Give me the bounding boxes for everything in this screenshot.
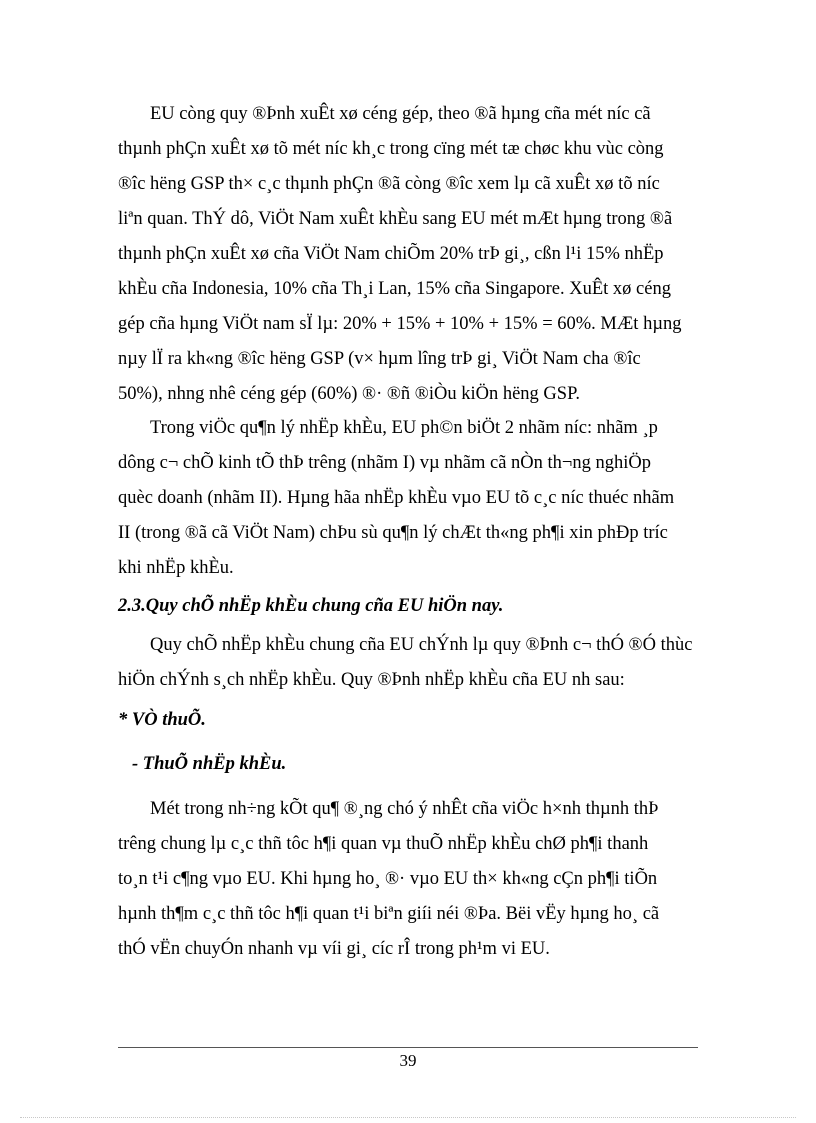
body-text-line: quèc doanh (nhãm II). Hµng hãa nhËp khÈu vµo EU tõ c¸c níc thuéc nhãm	[118, 488, 675, 508]
body-text-line: gép cña hµng ViÖt nam sÏ lµ: 20% + 15% + 10% + 15% = 60%. MÆt hµng	[118, 314, 682, 334]
body-text-line: EU còng quy ®Þnh xuÊt xø céng gép, theo ®ã hµng cña mét níc cã	[150, 104, 651, 124]
subsection-heading: - ThuÕ nhËp khÈu.	[132, 754, 287, 774]
body-text-line: Mét trong nh÷ng kÕt qu¶ ®¸ng chó ý nhÊt cña viÖc h×nh thµnh thÞ	[150, 799, 659, 819]
body-text-line: thµnh phÇn xuÊt xø tõ mét níc kh¸c trong cïng mét tæ chøc khu vùc còng	[118, 139, 664, 159]
body-text-line: hiÖn chÝnh s¸ch nhËp khÈu. Quy ®Þnh nhËp khÈu cña EU nh sau:	[118, 670, 625, 690]
page-number: 39	[399, 1051, 417, 1070]
body-text-line: trêng chung lµ c¸c thñ tôc h¶i quan vµ thuÕ nhËp khÈu chØ ph¶i thanh	[118, 834, 649, 854]
body-text-line: Quy chÕ nhËp khÈu chung cña EU chÝnh lµ quy ®Þnh c¬ thÓ ®Ó thùc	[150, 635, 693, 655]
body-text-line: ®îc hëng GSP th× c¸c thµnh phÇn ®ã còng ®îc xem lµ cã xuÊt xø tõ níc	[118, 174, 660, 194]
body-text-line: khÈu cña Indonesia, 10% cña Th¸i Lan, 15% cña Singapore. XuÊt xø céng	[118, 279, 671, 299]
page-bottom-border	[20, 1117, 796, 1118]
footer-divider	[118, 1047, 698, 1048]
body-text-line: hµnh th¶m c¸c thñ tôc h¶i quan t¹i biªn giíi néi ®Þa. Bëi vËy hµng ho¸ cã	[118, 904, 660, 924]
section-heading: 2.3.Quy chÕ nhËp khÈu chung cña EU hiÖn nay.	[118, 596, 504, 616]
subsection-heading: * VÒ thuÕ.	[118, 710, 206, 730]
body-text-line: Trong viÖc qu¶n lý nhËp khÈu, EU ph©n biÖt 2 nhãm níc: nhãm ¸p	[150, 418, 658, 438]
body-text-line: 50%), nhng nhê céng gép (60%) ®· ®ñ ®iÒu kiÖn hëng GSP.	[118, 384, 580, 404]
body-text-line: thÓ vËn chuyÓn nhanh vµ víi gi¸ cíc rÎ trong ph¹m vi EU.	[118, 939, 550, 959]
body-text-line: dông c¬ chÕ kinh tÕ thÞ trêng (nhãm I) vµ nhãm cã nÒn th¬ng nghiÖp	[118, 453, 651, 473]
body-text-line: nµy lÏ ra kh«ng ®îc hëng GSP (v× hµm lîng trÞ gi¸ ViÖt Nam cha ®îc	[118, 349, 641, 369]
body-text-line: II (trong ®ã cã ViÖt Nam) chÞu sù qu¶n lý chÆt th«ng ph¶i xin phÐp tríc	[118, 523, 668, 543]
body-text-line: khi nhËp khÈu.	[118, 558, 234, 578]
body-text-line: thµnh phÇn xuÊt xø cña ViÖt Nam chiÕm 20% trÞ gi¸, cßn l¹i 15% nhËp	[118, 244, 664, 264]
body-text-line: to¸n t¹i c¶ng vµo EU. Khi hµng ho¸ ®· vµo EU th× kh«ng cÇn ph¶i tiÕn	[118, 869, 658, 889]
body-text-line: liªn quan. ThÝ dô, ViÖt Nam xuÊt khÈu sang EU mét mÆt hµng trong ®ã	[118, 209, 673, 229]
